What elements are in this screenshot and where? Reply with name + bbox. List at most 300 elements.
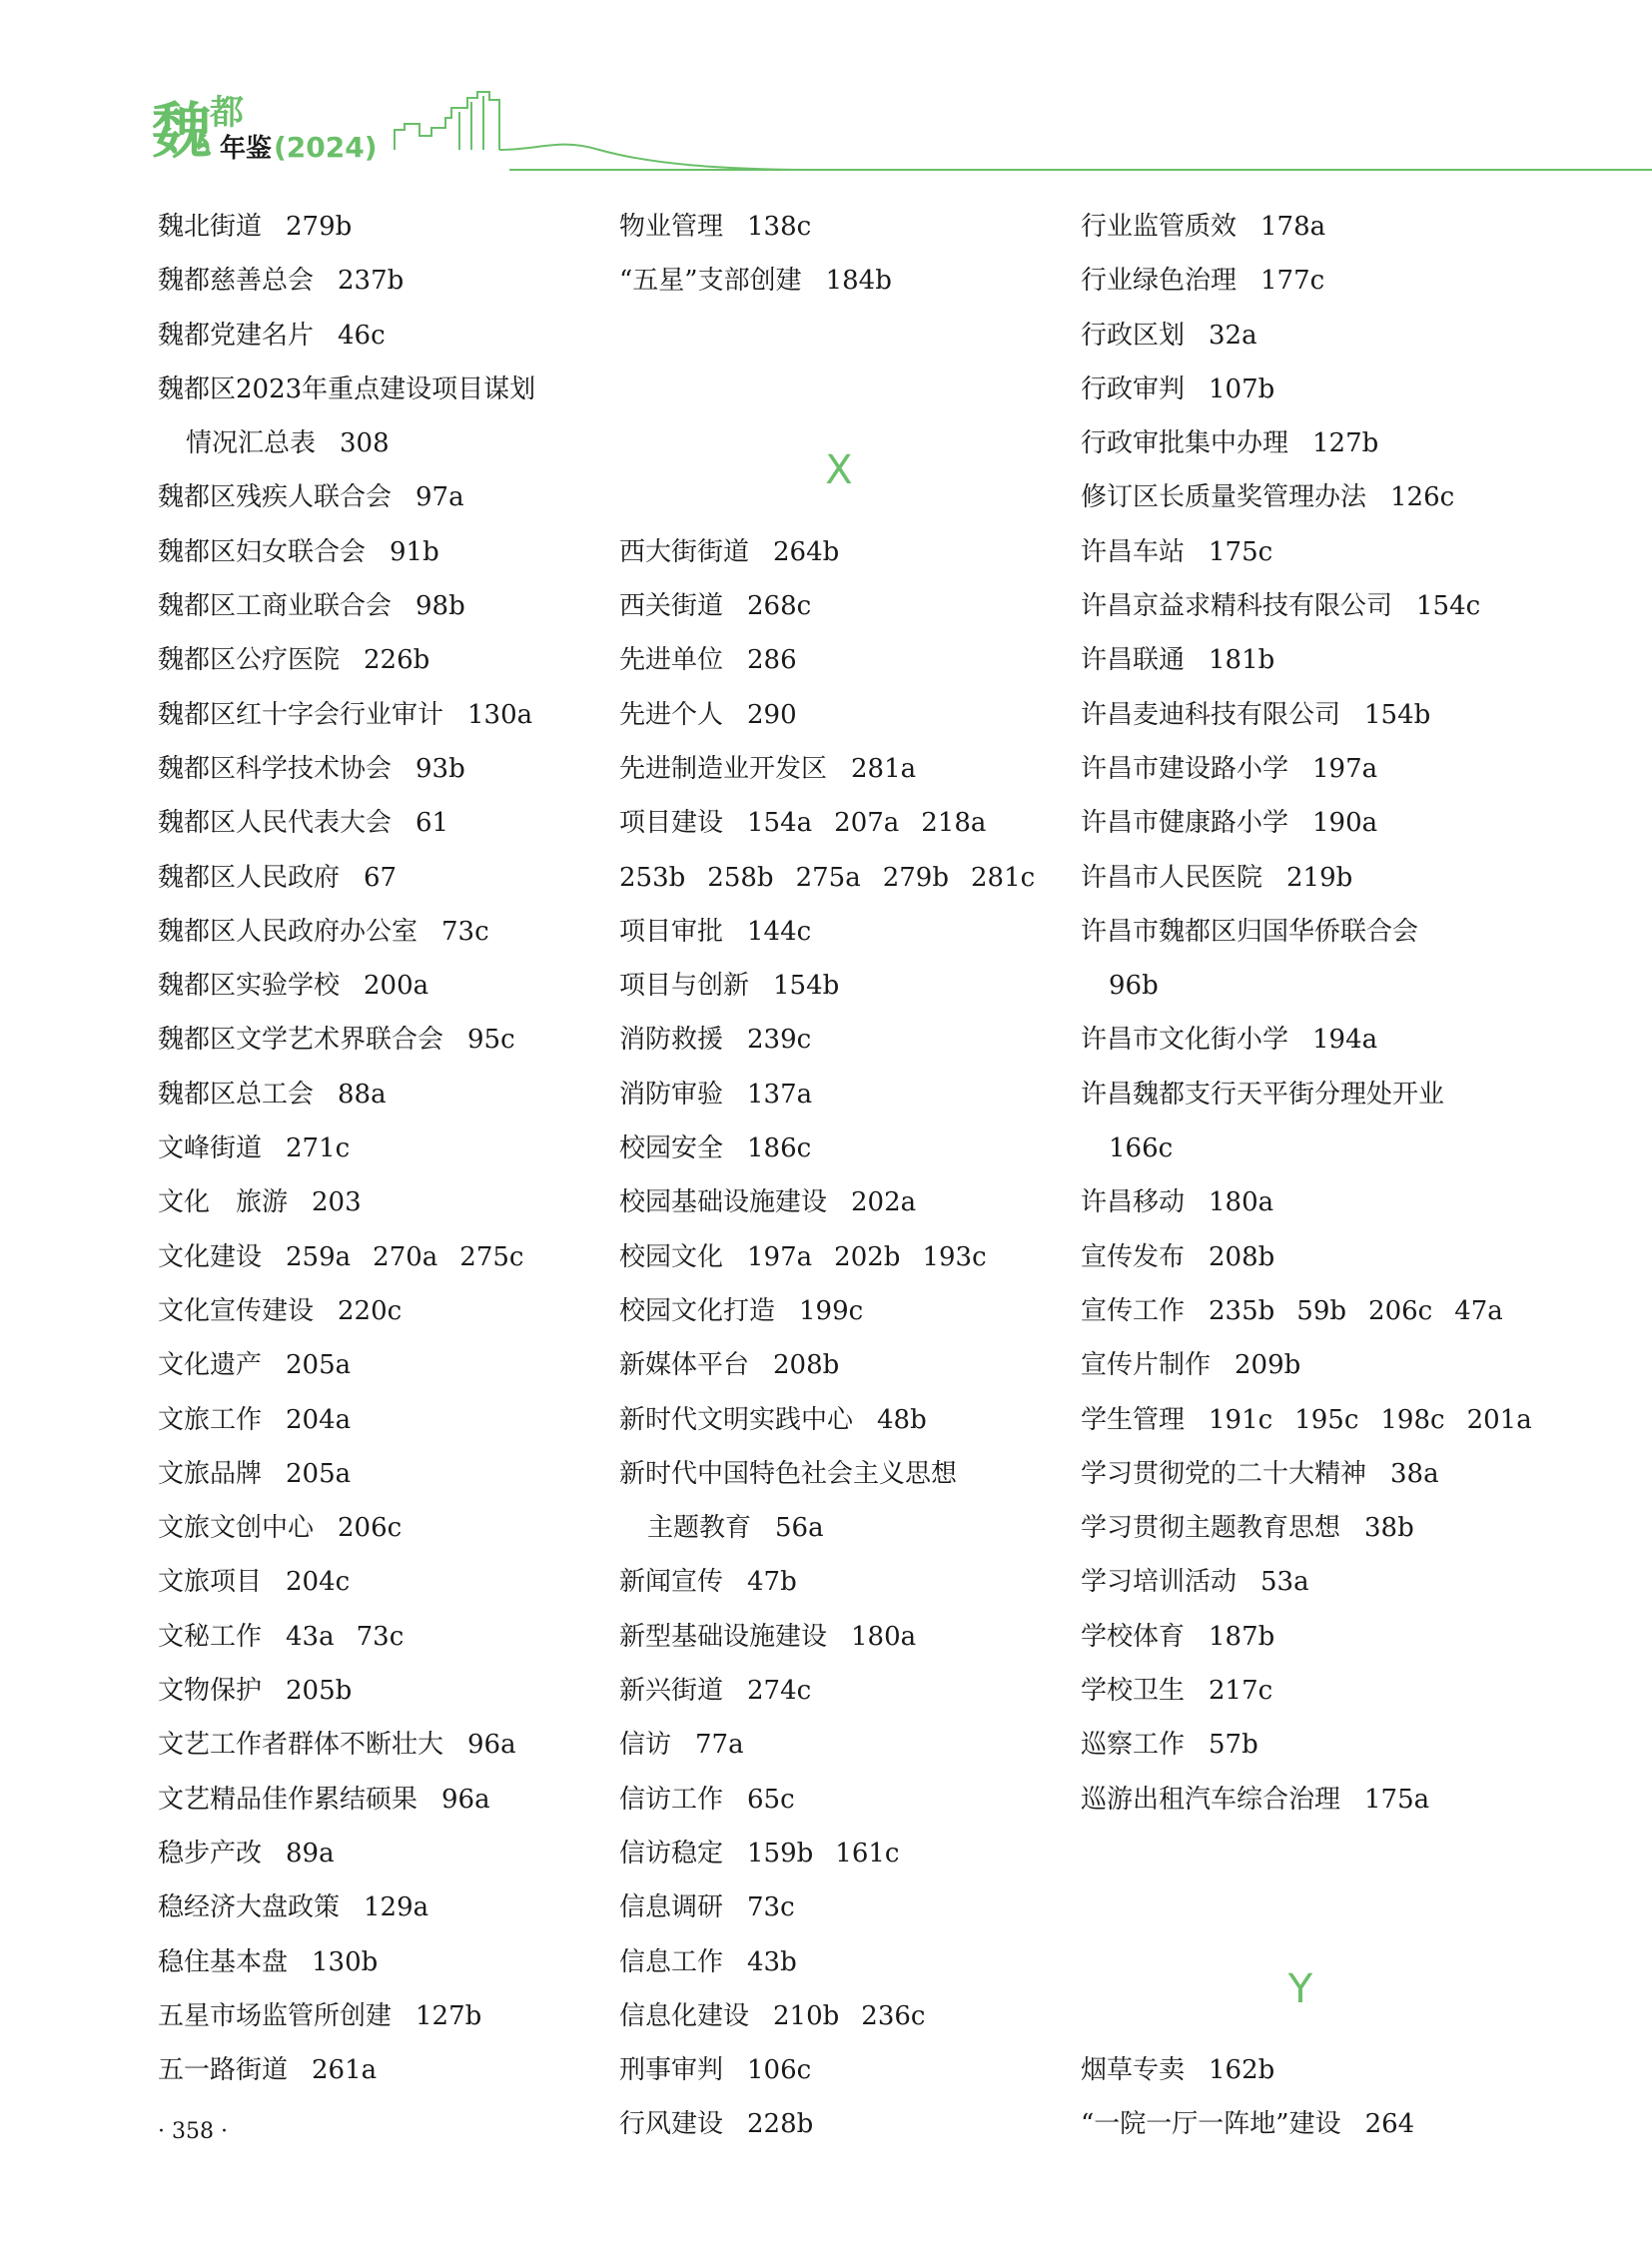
page-reference: 259a	[286, 1241, 352, 1272]
index-term: 文艺工作者群体不断壮大	[158, 1730, 444, 1761]
page-reference: 180a	[851, 1621, 917, 1652]
page-header	[0, 0, 1652, 190]
index-entry	[1081, 742, 1520, 796]
page-reference: 200a	[364, 971, 429, 1002]
index-entry	[619, 525, 1059, 579]
index-term: 魏都区文学艺术界联合会	[158, 1025, 444, 1056]
index-entry	[1081, 200, 1520, 254]
index-term: 许昌市建设路小学	[1081, 753, 1289, 784]
index-entry	[158, 1555, 597, 1609]
index-term: 文秘工作	[158, 1621, 263, 1652]
index-term: 许昌移动	[1081, 1187, 1186, 1218]
index-term: 文化建设	[158, 1241, 263, 1272]
index-entry	[619, 1718, 1059, 1772]
index-term: 信息调研	[619, 1892, 724, 1923]
page-reference: 202b	[834, 1241, 901, 1272]
index-term: 魏北街道	[158, 212, 263, 242]
index-term: 消防审验	[619, 1079, 724, 1110]
index-entry	[158, 254, 597, 308]
index-entry	[619, 1121, 1059, 1175]
page-reference: 175a	[1364, 1784, 1430, 1815]
index-term: 学习培训活动	[1081, 1567, 1238, 1598]
page-reference: 137a	[747, 1079, 813, 1110]
index-term: 巡察工作	[1081, 1730, 1186, 1761]
index-term: 学习贯彻党的二十大精神	[1081, 1458, 1367, 1489]
index-term: 文物保护	[158, 1676, 263, 1707]
page-reference: 275a	[795, 862, 861, 893]
page-reference: 180a	[1209, 1187, 1274, 1218]
index-entry	[1081, 1501, 1520, 1555]
index-entry	[619, 1447, 1059, 1501]
index-term: 项目建设	[619, 808, 724, 839]
index-term: 行政区划	[1081, 320, 1186, 351]
index-term: 魏都区工商业联合会	[158, 591, 393, 622]
index-term: 信访稳定	[619, 1838, 724, 1868]
index-entry	[158, 363, 597, 416]
index-term: 许昌车站	[1081, 536, 1186, 567]
index-term: 信息工作	[619, 1946, 724, 1977]
page-reference: 197a	[747, 1241, 813, 1272]
section-letter: Y	[1287, 1965, 1313, 2012]
index-entry	[158, 200, 597, 254]
index-entry	[619, 796, 1059, 850]
index-term: 魏都区总工会	[158, 1079, 315, 1110]
index-term: “一院一厅一阵地”建设	[1081, 2109, 1341, 2140]
index-term: 稳步产改	[158, 1838, 263, 1868]
index-term: 文化 旅游	[158, 1187, 289, 1218]
index-term: 先进单位	[619, 645, 724, 676]
page-reference: 159b	[747, 1838, 814, 1868]
page-reference: 205a	[286, 1458, 352, 1489]
index-entry	[158, 1827, 597, 1880]
page-reference: 59b	[1296, 1295, 1347, 1326]
page-reference: 209b	[1235, 1350, 1301, 1381]
page-reference: 218a	[921, 808, 987, 839]
page-reference: 228b	[747, 2109, 814, 2140]
index-entry	[158, 1230, 597, 1284]
index-term: 宣传工作	[1081, 1295, 1186, 1326]
page-reference: 210b	[773, 2000, 840, 2031]
index-term: 文旅文创中心	[158, 1513, 315, 1544]
index-entry	[619, 742, 1059, 796]
page-reference: 48b	[877, 1404, 927, 1435]
page-reference: 161c	[835, 1838, 900, 1868]
index-entry	[1081, 2097, 1520, 2151]
page-reference: 199c	[799, 1295, 864, 1326]
page-reference: 144c	[747, 916, 812, 947]
page-reference: 95c	[467, 1025, 515, 1056]
index-term: 五星市场监管所创建	[158, 2000, 393, 2031]
page-number: · 358 ·	[158, 2119, 228, 2144]
index-entry	[1081, 1555, 1520, 1609]
index-entry	[1081, 2043, 1520, 2097]
index-term: 校园基础设施建设	[619, 1187, 828, 1218]
page-reference: 264	[1364, 2109, 1415, 2140]
page-reference: 271c	[286, 1133, 351, 1164]
index-entry	[1081, 633, 1520, 687]
page-reference: 203	[312, 1187, 362, 1218]
index-term: 行政审判	[1081, 374, 1186, 404]
index-term: 行风建设	[619, 2109, 724, 2140]
index-entry	[1081, 1175, 1520, 1229]
index-entry	[158, 1338, 597, 1392]
page-reference: 177c	[1260, 266, 1325, 297]
page-reference: 65c	[747, 1784, 795, 1815]
index-entry	[158, 1121, 597, 1175]
page-reference: 235b	[1209, 1295, 1275, 1326]
page-reference: 308	[340, 428, 390, 459]
index-entry	[1081, 1013, 1520, 1067]
index-entry	[1081, 1393, 1532, 1447]
index-term: 修订区长质量奖管理办法	[1081, 482, 1367, 513]
index-term: 文艺精品佳作累结硕果	[158, 1784, 418, 1815]
page-reference: 57b	[1209, 1730, 1258, 1761]
index-entry	[158, 1989, 597, 2043]
page-reference: 178a	[1260, 212, 1326, 242]
page-reference: 96a	[467, 1730, 516, 1761]
index-term: 魏都区2023年重点建设项目谋划	[158, 374, 536, 404]
index-entry	[158, 416, 597, 470]
index-term: 魏都区残疾人联合会	[158, 482, 393, 513]
index-term: 校园安全	[619, 1133, 724, 1164]
page-reference: 206c	[1368, 1295, 1433, 1326]
page-reference: 166c	[1109, 1133, 1174, 1164]
index-entry	[619, 688, 1059, 742]
index-entry	[619, 200, 1059, 254]
page-reference: 162b	[1209, 2055, 1275, 2086]
index-term: 文旅品牌	[158, 1458, 263, 1489]
page-reference: 91b	[390, 536, 439, 567]
page-reference: 130a	[467, 699, 533, 730]
page-reference: 237b	[338, 266, 405, 297]
index-term: 巡游出租汽车综合治理	[1081, 1784, 1341, 1815]
index-term: 许昌市健康路小学	[1081, 808, 1289, 839]
page-reference: 281c	[970, 862, 1036, 893]
page-reference: 38a	[1390, 1458, 1439, 1489]
index-term: 物业管理	[619, 212, 724, 242]
index-entry	[1081, 1664, 1520, 1718]
index-entry	[619, 1610, 1059, 1664]
index-term: 许昌京益求精科技有限公司	[1081, 591, 1393, 622]
index-term: 学习贯彻主题教育思想	[1081, 1513, 1341, 1544]
page-reference: 73c	[441, 916, 489, 947]
section-letter: X	[825, 447, 853, 494]
logo-char-wei: 魏	[152, 97, 212, 167]
index-term: 校园文化打造	[619, 1295, 776, 1326]
page-reference: 201a	[1466, 1404, 1532, 1435]
page-reference: 261a	[312, 2055, 378, 2086]
page-reference: 279b	[882, 862, 949, 893]
index-entry	[158, 796, 597, 850]
page-reference: 205a	[286, 1350, 352, 1381]
index-entry	[158, 1393, 597, 1447]
index-term: 稳经济大盘政策	[158, 1892, 341, 1923]
index-entry	[158, 851, 597, 905]
index-entry	[158, 525, 597, 579]
index-term: 魏都慈善总会	[158, 266, 315, 297]
index-entry	[619, 579, 1059, 633]
index-term: 稳住基本盘	[158, 1946, 289, 1977]
page-reference: 208b	[1209, 1241, 1275, 1272]
page-reference: 193c	[922, 1241, 987, 1272]
index-term: 行业监管质效	[1081, 212, 1238, 242]
index-term: 消防救援	[619, 1025, 724, 1056]
page-reference: 107b	[1209, 374, 1275, 404]
page-reference: 208b	[773, 1350, 840, 1381]
page-reference: 154b	[1364, 699, 1431, 730]
index-entry	[1081, 1121, 1520, 1175]
page-reference: 207a	[834, 808, 900, 839]
page-reference: 226b	[364, 645, 430, 676]
index-term: 文旅工作	[158, 1404, 263, 1435]
index-entry	[619, 851, 1059, 905]
index-entry	[158, 1013, 597, 1067]
page-reference: 253b	[619, 862, 686, 893]
page-reference: 154c	[1416, 591, 1481, 622]
index-term: 文旅项目	[158, 1567, 263, 1598]
page-reference: 204c	[286, 1567, 351, 1598]
page-reference: 286	[747, 645, 797, 676]
page-reference: 127b	[1312, 428, 1379, 459]
index-entry	[1081, 579, 1520, 633]
index-entry	[158, 742, 597, 796]
index-entry	[158, 1610, 597, 1664]
index-term: 许昌市文化街小学	[1081, 1025, 1289, 1056]
index-entry	[158, 905, 597, 959]
index-entry	[619, 1773, 1059, 1827]
page-reference: 96a	[441, 1784, 490, 1815]
page-reference: 46c	[338, 320, 386, 351]
index-entry	[1081, 1447, 1520, 1501]
page-reference: 220c	[338, 1295, 403, 1326]
page-reference: 264b	[773, 536, 840, 567]
index-term: 魏都区公疗医院	[158, 645, 341, 676]
index-term: 新媒体平台	[619, 1350, 750, 1381]
page-reference: 154a	[747, 808, 813, 839]
index-entry	[158, 309, 597, 363]
page-reference: 239c	[747, 1025, 812, 1056]
index-entry	[619, 2043, 1059, 2097]
index-entry	[1081, 1284, 1520, 1338]
page-reference: 89a	[286, 1838, 335, 1868]
index-entry	[619, 254, 1059, 308]
index-term: 魏都区妇女联合会	[158, 536, 367, 567]
page-reference: 96b	[1109, 971, 1159, 1002]
index-entry	[1081, 1230, 1520, 1284]
index-term: “五星”支部创建	[619, 266, 802, 297]
index-entry	[619, 1935, 1059, 1989]
index-term: 学校体育	[1081, 1621, 1186, 1652]
index-term: 文化宣传建设	[158, 1295, 315, 1326]
page-reference: 130b	[312, 1946, 379, 1977]
index-entry	[158, 1175, 597, 1229]
logo-char-du: 都	[210, 93, 244, 133]
page-reference: 138c	[747, 212, 812, 242]
page-reference: 205b	[286, 1676, 353, 1707]
index-entry	[158, 1718, 597, 1772]
page-reference: 270a	[373, 1241, 438, 1272]
page-reference: 184b	[825, 266, 892, 297]
index-entry	[1081, 688, 1520, 742]
page-reference: 279b	[286, 212, 353, 242]
index-entry	[158, 959, 597, 1013]
index-term: 学校卫生	[1081, 1676, 1186, 1707]
page-reference: 190a	[1312, 808, 1378, 839]
page-reference: 275c	[459, 1241, 524, 1272]
index-column-3	[1081, 200, 1532, 2152]
page-reference: 47b	[747, 1567, 797, 1598]
page-reference: 290	[747, 699, 797, 730]
page-reference: 217c	[1209, 1676, 1273, 1707]
index-entry	[1081, 363, 1520, 416]
page-reference: 73c	[356, 1621, 405, 1652]
page-reference: 274c	[747, 1676, 812, 1707]
logo-subtitle: 年鉴	[220, 134, 273, 164]
index-term: 先进制造业开发区	[619, 753, 828, 784]
index-entry	[619, 1880, 1059, 1934]
section-spacer	[619, 309, 1059, 417]
index-entry	[1081, 470, 1520, 524]
page-reference: 154b	[773, 971, 840, 1002]
page-reference: 56a	[775, 1513, 824, 1544]
page-reference: 281a	[851, 753, 917, 784]
page-reference: 175c	[1209, 536, 1273, 567]
index-column-2	[619, 200, 1059, 2152]
index-term: 学生管理	[1081, 1404, 1186, 1435]
page-reference: 219b	[1286, 862, 1353, 893]
index-term: 文峰街道	[158, 1133, 263, 1164]
index-entry	[158, 579, 597, 633]
index-entry	[1081, 416, 1520, 470]
index-term: 信访工作	[619, 1784, 724, 1815]
index-term: 魏都区人民政府	[158, 862, 341, 893]
index-term: 情况汇总表	[186, 428, 317, 459]
index-column-1	[158, 200, 597, 2097]
index-entry	[158, 2043, 597, 2097]
page-reference: 77a	[695, 1730, 744, 1761]
page-reference: 67	[364, 862, 398, 893]
page-reference: 129a	[364, 1892, 429, 1923]
index-term: 魏都区红十字会行业审计	[158, 699, 444, 730]
index-term: 五一路街道	[158, 2055, 289, 2086]
index-entry	[158, 1664, 597, 1718]
index-entry	[619, 1013, 1059, 1067]
index-entry	[1081, 254, 1520, 308]
index-term: 西大街街道	[619, 536, 750, 567]
index-entry	[158, 1501, 597, 1555]
index-term: 刑事审判	[619, 2055, 724, 2086]
section-spacer	[1081, 1827, 1520, 1935]
index-term: 信息化建设	[619, 2000, 750, 2031]
page-reference: 47a	[1454, 1295, 1503, 1326]
index-term: 项目审批	[619, 916, 724, 947]
page-reference: 197a	[1312, 753, 1378, 784]
index-term: 新型基础设施建设	[619, 1621, 828, 1652]
index-term: 许昌市魏都区归国华侨联合会	[1081, 916, 1419, 947]
index-term: 行政审批集中办理	[1081, 428, 1289, 459]
page-reference: 93b	[415, 753, 465, 784]
index-term: 新时代中国特色社会主义思想	[619, 1458, 958, 1489]
index-entry	[158, 1068, 597, 1121]
index-entry	[158, 688, 597, 742]
page-reference: 258b	[707, 862, 774, 893]
index-entry	[158, 633, 597, 687]
index-entry	[1081, 905, 1520, 959]
index-entry	[619, 905, 1059, 959]
index-entry	[158, 1773, 597, 1827]
index-entry	[619, 1393, 1059, 1447]
index-entry	[1081, 796, 1520, 850]
index-entry	[619, 1230, 1059, 1284]
index-term: 行业绿色治理	[1081, 266, 1238, 297]
index-entry	[1081, 1773, 1520, 1827]
index-term: 宣传发布	[1081, 1241, 1186, 1272]
index-entry	[158, 1880, 597, 1934]
index-entry	[1081, 1338, 1520, 1392]
index-entry	[619, 1068, 1059, 1121]
index-term: 新时代文明实践中心	[619, 1404, 854, 1435]
logo-year: (2024)	[274, 131, 378, 164]
index-entry	[619, 1175, 1059, 1229]
index-entry	[1081, 1068, 1520, 1121]
page-reference: 181b	[1209, 645, 1275, 676]
index-term: 魏都区人民代表大会	[158, 808, 393, 839]
index-term: 信访	[619, 1730, 672, 1761]
page-reference: 53a	[1260, 1567, 1309, 1598]
page-reference: 43b	[747, 1946, 797, 1977]
page-reference: 32a	[1209, 320, 1257, 351]
page-reference: 202a	[851, 1187, 917, 1218]
index-term: 新闻宣传	[619, 1567, 724, 1598]
index-entry	[619, 959, 1059, 1013]
index-entry	[619, 1555, 1059, 1609]
index-term: 许昌市人民医院	[1081, 862, 1263, 893]
index-entry	[1081, 851, 1520, 905]
index-term: 魏都区人民政府办公室	[158, 916, 418, 947]
page-reference: 38b	[1364, 1513, 1414, 1544]
index-entry	[1081, 309, 1520, 363]
index-entry	[1081, 525, 1520, 579]
index-term: 宣传片制作	[1081, 1350, 1212, 1381]
index-term: 文化遗产	[158, 1350, 263, 1381]
index-entry	[619, 1664, 1059, 1718]
page-reference: 198c	[1380, 1404, 1445, 1435]
page-reference: 194a	[1312, 1025, 1378, 1056]
page-reference: 98b	[415, 591, 465, 622]
index-term: 烟草专卖	[1081, 2055, 1186, 2086]
index-entry	[619, 633, 1059, 687]
index-term: 西关街道	[619, 591, 724, 622]
index-entry	[619, 1501, 1059, 1555]
index-term: 项目与创新	[619, 971, 750, 1002]
index-entry	[1081, 959, 1520, 1013]
index-term: 魏都区科学技术协会	[158, 753, 393, 784]
page-reference: 195c	[1294, 1404, 1359, 1435]
index-entry	[619, 1284, 1059, 1338]
page-reference: 204a	[286, 1404, 352, 1435]
page-reference: 73c	[747, 1892, 795, 1923]
index-entry	[619, 1827, 1059, 1880]
index-entry	[619, 1989, 1059, 2043]
page-reference: 236c	[861, 2000, 926, 2031]
index-term: 校园文化	[619, 1241, 724, 1272]
index-entry	[1081, 1610, 1520, 1664]
index-entry	[1081, 1718, 1520, 1772]
index-term: 许昌麦迪科技有限公司	[1081, 699, 1341, 730]
index-term: 许昌联通	[1081, 645, 1186, 676]
page-reference: 186c	[747, 1133, 812, 1164]
index-entry	[158, 1284, 597, 1338]
